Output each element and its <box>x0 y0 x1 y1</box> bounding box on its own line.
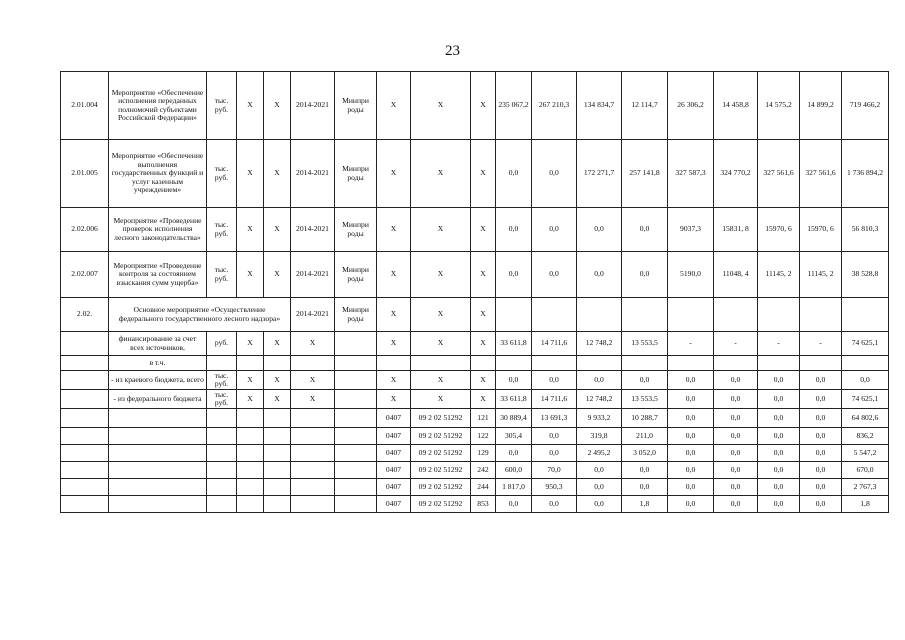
csr-cell: 09 2 02 51292 <box>411 445 471 462</box>
empty-cell <box>207 479 237 496</box>
value-cell: 9 933,2 <box>577 409 622 428</box>
x-cell: Х <box>411 140 471 208</box>
empty-cell <box>842 298 889 332</box>
value-cell: 0,0 <box>714 479 758 496</box>
empty-cell <box>237 445 264 462</box>
value-cell: 0,0 <box>714 496 758 513</box>
empty-cell <box>61 390 109 409</box>
x-cell: Х <box>291 371 335 390</box>
x-cell: Х <box>237 371 264 390</box>
empty-cell <box>335 356 377 371</box>
value-cell: 0,0 <box>758 462 800 479</box>
value-cell: 0,0 <box>532 445 577 462</box>
empty-cell <box>758 356 800 371</box>
empty-cell <box>496 356 532 371</box>
empty-cell <box>842 356 889 371</box>
event-name: Мероприятие «Обеспечение исполнения переданных полномочий субъектами Российской Федерации» <box>109 72 207 140</box>
value-cell: 0,0 <box>758 479 800 496</box>
period-cell: 2014-2021 <box>291 140 335 208</box>
value-cell: 0,0 <box>622 462 668 479</box>
value-cell: 0,0 <box>668 428 714 445</box>
value-cell: 0,0 <box>496 140 532 208</box>
x-cell: Х <box>471 371 496 390</box>
value-cell: 327 561,6 <box>800 140 842 208</box>
empty-cell <box>471 356 496 371</box>
value-cell: 0,0 <box>577 371 622 390</box>
empty-cell <box>377 356 411 371</box>
value-cell: 1 736 894,2 <box>842 140 889 208</box>
value-cell: 0,0 <box>800 409 842 428</box>
value-cell: 64 802,6 <box>842 409 889 428</box>
executor-cell: Минпри роды <box>335 140 377 208</box>
value-cell: 319,8 <box>577 428 622 445</box>
value-cell: 0,0 <box>532 208 577 252</box>
value-cell: 0,0 <box>532 496 577 513</box>
empty-cell <box>61 356 109 371</box>
x-cell: Х <box>264 140 291 208</box>
value-cell: 1,8 <box>622 496 668 513</box>
event-code: 2.02.007 <box>61 252 109 298</box>
empty-cell <box>264 409 291 428</box>
including-row <box>61 356 889 371</box>
x-cell: Х <box>237 252 264 298</box>
empty-cell <box>237 479 264 496</box>
value-cell: 12 748,2 <box>577 332 622 356</box>
grbs-cell: 0407 <box>377 479 411 496</box>
value-cell: 33 611,8 <box>496 332 532 356</box>
empty-cell <box>61 496 109 513</box>
empty-cell <box>61 332 109 356</box>
empty-cell <box>237 409 264 428</box>
value-cell: 0,0 <box>800 445 842 462</box>
empty-cell <box>577 298 622 332</box>
unit-cell: тыс. руб. <box>207 72 237 140</box>
regional-budget-row <box>61 371 889 390</box>
empty-cell <box>335 479 377 496</box>
value-cell: 0,0 <box>577 496 622 513</box>
value-cell: 10 288,7 <box>622 409 668 428</box>
empty-cell <box>109 462 207 479</box>
value-cell: 15970, 6 <box>800 208 842 252</box>
value-cell: 0,0 <box>622 208 668 252</box>
value-cell: 0,0 <box>532 140 577 208</box>
value-cell: 0,0 <box>758 409 800 428</box>
value-cell: 0,0 <box>714 390 758 409</box>
unit-cell: тыс. руб. <box>207 208 237 252</box>
vr-cell: 121 <box>471 409 496 428</box>
value-cell: 836,2 <box>842 428 889 445</box>
x-cell: Х <box>411 298 471 332</box>
empty-cell <box>335 462 377 479</box>
empty-cell <box>61 409 109 428</box>
event-row <box>61 208 889 252</box>
csr-cell: 09 2 02 51292 <box>411 409 471 428</box>
value-cell: 600,0 <box>496 462 532 479</box>
x-cell: Х <box>377 208 411 252</box>
value-cell: 5190,0 <box>668 252 714 298</box>
value-cell: 0,0 <box>668 479 714 496</box>
value-cell: 0,0 <box>758 445 800 462</box>
value-cell: 2 767,3 <box>842 479 889 496</box>
value-cell: 0,0 <box>668 390 714 409</box>
x-cell: Х <box>411 252 471 298</box>
value-cell: 13 691,3 <box>532 409 577 428</box>
x-cell: Х <box>377 298 411 332</box>
empty-cell <box>622 298 668 332</box>
empty-cell <box>496 298 532 332</box>
value-cell: 0,0 <box>577 462 622 479</box>
value-cell: - <box>800 332 842 356</box>
vr-cell: 244 <box>471 479 496 496</box>
empty-cell <box>758 298 800 332</box>
empty-cell <box>291 428 335 445</box>
grbs-cell: 0407 <box>377 445 411 462</box>
empty-cell <box>532 298 577 332</box>
value-cell: 0,0 <box>496 252 532 298</box>
category-label: финансирование за счет всех источников, <box>109 332 207 356</box>
empty-cell <box>291 462 335 479</box>
empty-cell <box>335 496 377 513</box>
value-cell: 327 587,3 <box>668 140 714 208</box>
empty-cell <box>411 356 471 371</box>
value-cell: 0,0 <box>714 371 758 390</box>
value-cell: 0,0 <box>758 390 800 409</box>
executor-cell: Минпри роды <box>335 298 377 332</box>
empty-cell <box>61 428 109 445</box>
x-cell: Х <box>471 208 496 252</box>
value-cell: 0,0 <box>532 252 577 298</box>
budget-code-row <box>61 462 889 479</box>
value-cell: 5 547,2 <box>842 445 889 462</box>
csr-cell: 09 2 02 51292 <box>411 462 471 479</box>
value-cell: 9037,3 <box>668 208 714 252</box>
empty-cell <box>335 428 377 445</box>
empty-cell <box>109 479 207 496</box>
value-cell: 211,0 <box>622 428 668 445</box>
empty-cell <box>237 496 264 513</box>
value-cell: 324 770,2 <box>714 140 758 208</box>
empty-cell <box>237 428 264 445</box>
event-row <box>61 252 889 298</box>
value-cell: 0,0 <box>758 496 800 513</box>
event-name: Мероприятие «Проведение контроля за состоянием взыскания сумм ущерба» <box>109 252 207 298</box>
empty-cell <box>291 479 335 496</box>
empty-cell <box>207 409 237 428</box>
value-cell: 12 748,2 <box>577 390 622 409</box>
value-cell: 719 466,2 <box>842 72 889 140</box>
empty-cell <box>291 409 335 428</box>
value-cell: 14 575,2 <box>758 72 800 140</box>
value-cell: 11145, 2 <box>800 252 842 298</box>
empty-cell <box>109 409 207 428</box>
value-cell: 0,0 <box>496 208 532 252</box>
empty-cell <box>61 462 109 479</box>
value-cell: 70,0 <box>532 462 577 479</box>
x-cell: Х <box>237 72 264 140</box>
empty-cell <box>264 479 291 496</box>
value-cell: 0,0 <box>532 428 577 445</box>
budget-table <box>60 71 889 513</box>
x-cell: Х <box>377 390 411 409</box>
x-cell: Х <box>377 252 411 298</box>
x-cell: Х <box>471 298 496 332</box>
value-cell: 11145, 2 <box>758 252 800 298</box>
x-cell: Х <box>264 252 291 298</box>
value-cell: 3 052,0 <box>622 445 668 462</box>
vr-cell: 242 <box>471 462 496 479</box>
value-cell: 0,0 <box>714 445 758 462</box>
csr-cell: 09 2 02 51292 <box>411 428 471 445</box>
empty-cell <box>577 356 622 371</box>
value-cell: 0,0 <box>622 371 668 390</box>
x-cell: Х <box>264 371 291 390</box>
empty-cell <box>668 298 714 332</box>
vr-cell: 129 <box>471 445 496 462</box>
period-cell: 2014-2021 <box>291 298 335 332</box>
x-cell: Х <box>411 390 471 409</box>
empty-cell <box>264 496 291 513</box>
empty-cell <box>714 356 758 371</box>
value-cell: 0,0 <box>800 462 842 479</box>
value-cell: 950,3 <box>532 479 577 496</box>
x-cell: Х <box>471 390 496 409</box>
x-cell: Х <box>411 208 471 252</box>
empty-cell <box>335 409 377 428</box>
value-cell: 0,0 <box>800 371 842 390</box>
csr-cell: 09 2 02 51292 <box>411 479 471 496</box>
empty-cell <box>207 445 237 462</box>
value-cell: 670,0 <box>842 462 889 479</box>
value-cell: - <box>714 332 758 356</box>
category-label: - из краевого бюджета, всего <box>109 371 207 390</box>
x-cell: Х <box>471 332 496 356</box>
empty-cell <box>335 445 377 462</box>
value-cell: 0,0 <box>577 252 622 298</box>
value-cell: 172 271,7 <box>577 140 622 208</box>
page-number: 23 <box>445 43 460 59</box>
value-cell: 0,0 <box>714 428 758 445</box>
empty-cell <box>109 445 207 462</box>
csr-cell: 09 2 02 51292 <box>411 496 471 513</box>
unit-cell: тыс. руб. <box>207 390 237 409</box>
value-cell: 0,0 <box>668 445 714 462</box>
value-cell: 0,0 <box>800 390 842 409</box>
value-cell: 0,0 <box>714 462 758 479</box>
value-cell: - <box>758 332 800 356</box>
empty-cell <box>291 356 335 371</box>
value-cell: 12 114,7 <box>622 72 668 140</box>
value-cell: 0,0 <box>577 479 622 496</box>
event-row <box>61 140 889 208</box>
value-cell: 33 611,8 <box>496 390 532 409</box>
value-cell: 305,4 <box>496 428 532 445</box>
empty-cell <box>207 496 237 513</box>
value-cell: 257 141,8 <box>622 140 668 208</box>
value-cell: 1,8 <box>842 496 889 513</box>
empty-cell <box>61 479 109 496</box>
value-cell: 13 553,5 <box>622 390 668 409</box>
x-cell: Х <box>291 332 335 356</box>
x-cell: Х <box>237 140 264 208</box>
value-cell: 267 210,3 <box>532 72 577 140</box>
value-cell: 14 711,6 <box>532 390 577 409</box>
empty-cell <box>109 496 207 513</box>
value-cell: 0,0 <box>577 208 622 252</box>
x-cell: Х <box>411 72 471 140</box>
empty-cell <box>335 390 377 409</box>
x-cell: Х <box>377 72 411 140</box>
x-cell: Х <box>291 390 335 409</box>
event-row <box>61 72 889 140</box>
value-cell: 0,0 <box>622 252 668 298</box>
x-cell: Х <box>377 332 411 356</box>
value-cell: 235 067,2 <box>496 72 532 140</box>
value-cell: 0,0 <box>758 371 800 390</box>
empty-cell <box>264 445 291 462</box>
value-cell: 0,0 <box>800 479 842 496</box>
event-name: Мероприятие «Обеспечение выполнения государственных функций и услуг казенным учреждением» <box>109 140 207 208</box>
empty-cell <box>61 445 109 462</box>
empty-cell <box>237 462 264 479</box>
financing-row <box>61 332 889 356</box>
empty-cell <box>335 332 377 356</box>
unit-cell: тыс. руб. <box>207 371 237 390</box>
empty-cell <box>207 428 237 445</box>
value-cell: 0,0 <box>496 496 532 513</box>
value-cell: 0,0 <box>800 428 842 445</box>
value-cell: 26 306,2 <box>668 72 714 140</box>
federal-budget-row <box>61 390 889 409</box>
main-event-row <box>61 298 889 332</box>
event-code: 2.01.005 <box>61 140 109 208</box>
x-cell: Х <box>411 332 471 356</box>
value-cell: 0,0 <box>758 428 800 445</box>
value-cell: 0,0 <box>668 462 714 479</box>
budget-code-row <box>61 409 889 428</box>
x-cell: Х <box>264 390 291 409</box>
executor-cell: Минпри роды <box>335 72 377 140</box>
value-cell: 0,0 <box>800 496 842 513</box>
value-cell: 38 528,8 <box>842 252 889 298</box>
value-cell: 0,0 <box>714 409 758 428</box>
including-label: в т.ч. <box>109 356 207 371</box>
event-name: Основное мероприятие «Осуществление федерального государственного лесного надзора» <box>109 298 291 332</box>
unit-cell: тыс. руб. <box>207 140 237 208</box>
x-cell: Х <box>471 252 496 298</box>
budget-code-row <box>61 445 889 462</box>
budget-code-row <box>61 496 889 513</box>
x-cell: Х <box>377 140 411 208</box>
value-cell: 14 711,6 <box>532 332 577 356</box>
value-cell: 13 553,5 <box>622 332 668 356</box>
budget-code-row <box>61 479 889 496</box>
grbs-cell: 0407 <box>377 496 411 513</box>
x-cell: Х <box>264 208 291 252</box>
empty-cell <box>714 298 758 332</box>
event-code: 2.02. <box>61 298 109 332</box>
event-code: 2.01.004 <box>61 72 109 140</box>
value-cell: 30 889,4 <box>496 409 532 428</box>
category-label: - из федерального бюджета <box>109 390 207 409</box>
period-cell: 2014-2021 <box>291 252 335 298</box>
budget-code-row <box>61 428 889 445</box>
empty-cell <box>264 462 291 479</box>
unit-cell: тыс. руб. <box>207 252 237 298</box>
empty-cell <box>800 356 842 371</box>
vr-cell: 122 <box>471 428 496 445</box>
x-cell: Х <box>411 371 471 390</box>
empty-cell <box>335 371 377 390</box>
empty-cell <box>264 356 291 371</box>
vr-cell: 853 <box>471 496 496 513</box>
value-cell: 0,0 <box>842 371 889 390</box>
value-cell: 15970, 6 <box>758 208 800 252</box>
value-cell: 0,0 <box>668 371 714 390</box>
empty-cell <box>291 496 335 513</box>
empty-cell <box>800 298 842 332</box>
value-cell: 0,0 <box>622 479 668 496</box>
value-cell: 11048, 4 <box>714 252 758 298</box>
empty-cell <box>61 371 109 390</box>
value-cell: 134 834,7 <box>577 72 622 140</box>
empty-cell <box>109 428 207 445</box>
value-cell: 327 561,6 <box>758 140 800 208</box>
value-cell: 14 458,8 <box>714 72 758 140</box>
value-cell: 74 625,1 <box>842 332 889 356</box>
empty-cell <box>264 428 291 445</box>
grbs-cell: 0407 <box>377 409 411 428</box>
empty-cell <box>291 445 335 462</box>
grbs-cell: 0407 <box>377 428 411 445</box>
value-cell: 14 899,2 <box>800 72 842 140</box>
executor-cell: Минпри роды <box>335 252 377 298</box>
value-cell: 0,0 <box>496 371 532 390</box>
empty-cell <box>532 356 577 371</box>
value-cell: - <box>668 332 714 356</box>
x-cell: Х <box>237 332 264 356</box>
value-cell: 1 817,0 <box>496 479 532 496</box>
period-cell: 2014-2021 <box>291 208 335 252</box>
empty-cell <box>668 356 714 371</box>
event-name: Мероприятие «Проведение проверок исполнения лесного законодательства» <box>109 208 207 252</box>
unit-cell: руб. <box>207 332 237 356</box>
x-cell: Х <box>237 390 264 409</box>
value-cell: 0,0 <box>668 409 714 428</box>
x-cell: Х <box>237 208 264 252</box>
value-cell: 56 810,3 <box>842 208 889 252</box>
x-cell: Х <box>471 72 496 140</box>
x-cell: Х <box>264 72 291 140</box>
value-cell: 74 625,1 <box>842 390 889 409</box>
period-cell: 2014-2021 <box>291 72 335 140</box>
value-cell: 0,0 <box>532 371 577 390</box>
executor-cell: Минпри роды <box>335 208 377 252</box>
empty-cell <box>622 356 668 371</box>
value-cell: 0,0 <box>668 496 714 513</box>
empty-cell <box>237 356 264 371</box>
value-cell: 0,0 <box>496 445 532 462</box>
grbs-cell: 0407 <box>377 462 411 479</box>
x-cell: Х <box>264 332 291 356</box>
x-cell: Х <box>471 140 496 208</box>
event-code: 2.02.006 <box>61 208 109 252</box>
value-cell: 15831, 8 <box>714 208 758 252</box>
empty-cell <box>207 356 237 371</box>
value-cell: 2 495,2 <box>577 445 622 462</box>
empty-cell <box>207 462 237 479</box>
x-cell: Х <box>377 371 411 390</box>
